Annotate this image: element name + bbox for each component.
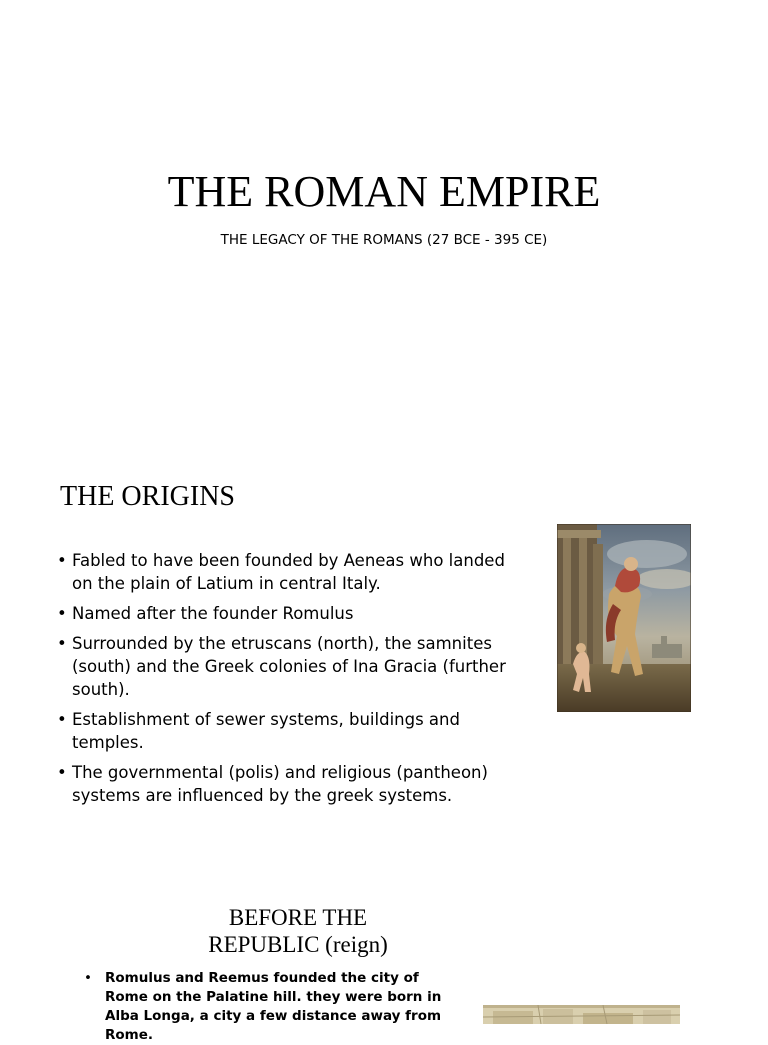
- origins-heading: THE ORIGINS: [60, 481, 235, 512]
- list-item: [82, 969, 462, 1045]
- list-item-text: Surrounded by the etruscans (north), the samnites (south) and the Greek colonies of Ina Gracia (further south).: [72, 634, 506, 699]
- reign-heading-line: REPUBLIC (reign): [208, 932, 388, 957]
- list-item-text: Establishment of sewer systems, buildings and temples.: [72, 710, 460, 752]
- list-item: [56, 549, 526, 595]
- reign-heading: [160, 904, 436, 958]
- list-item-text: Named after the founder Romulus: [72, 604, 354, 623]
- reign-heading-line: BEFORE THE: [228, 905, 368, 930]
- aeneas-painting-image: [557, 524, 691, 712]
- list-item-text: Fabled to have been founded by Aeneas who landed on the plain of Latium in central Italy.: [72, 551, 505, 593]
- bullet-icon: •: [84, 970, 92, 986]
- bullet-icon: •: [57, 763, 67, 782]
- reign-bullet-list: [82, 969, 462, 1045]
- bullet-icon: •: [57, 604, 67, 623]
- presentation-subtitle: THE LEGACY OF THE ROMANS (27 BCE - 395 CE): [220, 232, 548, 248]
- list-item-text: Romulus and Reemus founded the city of Rome on the Palatine hill. they were born in Alba Longa, a city a few distance away from Rome.: [105, 970, 442, 1043]
- bullet-icon: •: [57, 710, 67, 729]
- list-item: [56, 708, 526, 754]
- origins-bullet-list: [56, 549, 526, 814]
- list-item-text: The governmental (polis) and religious (pantheon) systems are influenced by the greek systems.: [72, 763, 488, 805]
- list-item: [56, 761, 526, 807]
- presentation-title: THE ROMAN EMPIRE: [167, 167, 601, 216]
- bullet-icon: •: [57, 551, 67, 570]
- bullet-icon: •: [57, 634, 67, 653]
- city-map-image: [483, 1005, 680, 1024]
- list-item: [56, 632, 526, 701]
- list-item: [56, 602, 526, 625]
